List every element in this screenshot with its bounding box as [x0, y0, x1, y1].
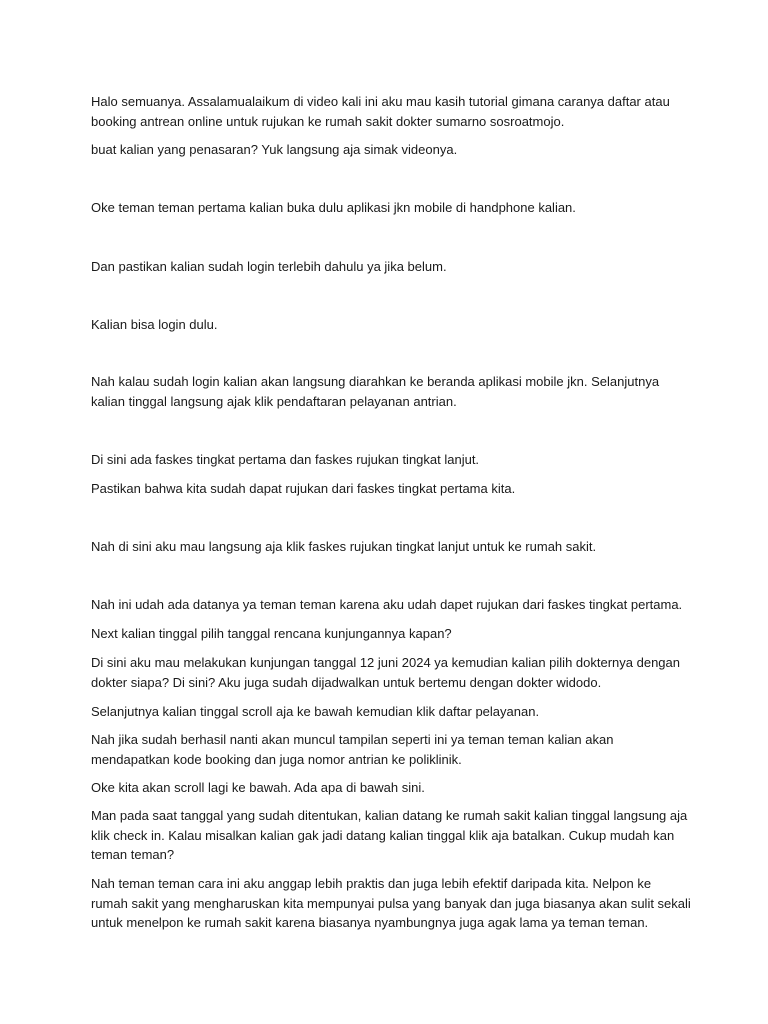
paragraph-booking-code: Nah jika sudah berhasil nanti akan muncul tampilan seperti ini ya teman teman kalian akan mendapatkan kode booking dan juga nomor antrian ke poliklinik. [91, 732, 614, 767]
paragraph-first-referral: Pastikan bahwa kita sudah dapat rujukan dari faskes tingkat pertama kita. [91, 481, 516, 496]
paragraph-choose-doctor: Di sini aku mau melakukan kunjungan tanggal 12 juni 2024 ya kemudian kalian pilih dokternya dengan dokter siapa? Di sini? Aku juga sudah dijadwalkan untuk bertemu dengan dokter widodo. [91, 655, 680, 690]
paragraph-faskes-levels: Di sini ada faskes tingkat pertama dan faskes rujukan tingkat lanjut. [91, 452, 480, 467]
paragraph-curious: buat kalian yang penasaran? Yuk langsung aja simak videonya. [91, 142, 458, 157]
paragraph-open-app: Oke teman teman pertama kalian buka dulu aplikasi jkn mobile di handphone kalian. [91, 200, 576, 215]
paragraph-choose-date: Next kalian tinggal pilih tanggal rencana kunjungannya kapan? [91, 626, 452, 641]
paragraph-conclusion: Nah teman teman cara ini aku anggap lebih praktis dan juga lebih efektif daripada kita. Nelpon ke rumah sakit yang mengharuskan kita mempunyai pulsa yang banyak dan juga biasanya akan sulit sekali untuk menelpon ke rumah sakit karena biasanya nyambungnya juga agak lama ya teman teman. [91, 876, 691, 930]
paragraph-home-redirect: Nah kalau sudah login kalian akan langsung diarahkan ke beranda aplikasi mobile jkn. Selanjutnya kalian tinggal langsung ajak klik pendaftaran pelayanan antrian. [91, 374, 660, 409]
paragraph-scroll-register: Selanjutnya kalian tinggal scroll aja ke bawah kemudian klik daftar pelayanan. [91, 704, 540, 719]
paragraph-intro: Halo semuanya. Assalamualaikum di video kali ini aku mau kasih tutorial gimana caranya daftar atau booking antrean online untuk rujukan ke rumah sakit dokter sumarno sosroatmojo. [91, 94, 670, 129]
paragraph-advanced-faskes: Nah di sini aku mau langsung aja klik faskes rujukan tingkat lanjut untuk ke rumah sakit. [91, 539, 597, 554]
paragraph-check-in: Man pada saat tanggal yang sudah ditentukan, kalian datang ke rumah sakit kalian tinggal langsung aja klik check in. Kalau misalkan kalian gak jadi datang kalian tinggal klik aja batalkan. Cukup mudah kan teman teman? [91, 808, 688, 862]
paragraph-scroll-more: Oke kita akan scroll lagi ke bawah. Ada apa di bawah sini. [91, 780, 425, 795]
paragraph-login-first: Kalian bisa login dulu. [91, 317, 218, 332]
paragraph-ensure-login: Dan pastikan kalian sudah login terlebih dahulu ya jika belum. [91, 259, 447, 274]
paragraph-data-available: Nah ini udah ada datanya ya teman teman karena aku udah dapet rujukan dari faskes tingkat pertama. [91, 597, 683, 612]
